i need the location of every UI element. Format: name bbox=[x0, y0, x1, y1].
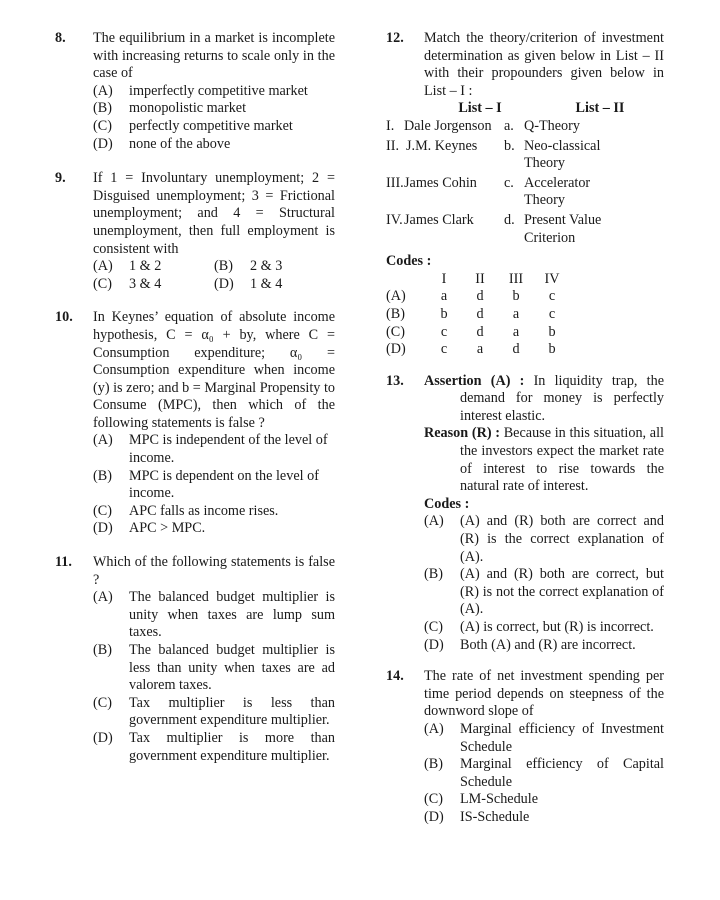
option-d[interactable] bbox=[424, 637, 664, 655]
option-a[interactable] bbox=[424, 721, 664, 756]
option-text: none of the above bbox=[129, 135, 231, 152]
assertion-label: Assertion (A) : bbox=[424, 372, 525, 389]
list-1-item: James Cohin bbox=[404, 174, 477, 191]
option-label: (B) bbox=[214, 258, 233, 275]
code-row-a[interactable] bbox=[386, 288, 570, 306]
question-number: 13. bbox=[386, 372, 404, 389]
list-2-item: Neo-classical Theory bbox=[524, 137, 601, 172]
question-10 bbox=[55, 309, 335, 538]
question-number: 14. bbox=[386, 668, 404, 685]
option-d[interactable] bbox=[424, 809, 664, 827]
question-number: 12. bbox=[386, 30, 404, 46]
code-header: II bbox=[475, 270, 485, 287]
option-label: (A) bbox=[424, 513, 444, 530]
list-2-letter: d. bbox=[504, 211, 515, 228]
code-cell: c bbox=[440, 323, 448, 340]
list-2-item: Accelerator Theory bbox=[524, 174, 591, 209]
option-label: (A) bbox=[93, 432, 113, 449]
option-c[interactable] bbox=[93, 276, 214, 294]
code-cell: b bbox=[512, 288, 520, 305]
option-text: The balanced budget multiplier is unity when taxes are lump sum taxes. bbox=[129, 589, 335, 641]
option-label: (D) bbox=[214, 275, 234, 292]
option-text: perfectly competitive market bbox=[129, 117, 293, 134]
code-cell: b bbox=[548, 341, 556, 358]
question-13 bbox=[386, 373, 664, 655]
options-row bbox=[93, 258, 335, 276]
code-header: III bbox=[508, 270, 524, 287]
code-label: (B) bbox=[386, 305, 405, 322]
match-rows bbox=[386, 118, 664, 359]
option-text: imperfectly competitive market bbox=[129, 82, 308, 99]
match-row bbox=[386, 212, 664, 247]
list-2-item: Present Value Criterion bbox=[524, 211, 602, 246]
option-d[interactable] bbox=[93, 520, 335, 538]
list-2-letter: a. bbox=[504, 117, 514, 134]
list-2-item: Q-Theory bbox=[524, 117, 580, 134]
reason-label: Reason (R) : bbox=[424, 425, 500, 442]
option-label: (C) bbox=[93, 117, 112, 134]
question-number: 10. bbox=[55, 309, 73, 326]
option-label: (B) bbox=[93, 467, 112, 484]
code-cell: c bbox=[548, 305, 556, 322]
option-text: APC > MPC. bbox=[129, 520, 206, 537]
option-text: Marginal efficiency of Investment Schedule bbox=[460, 720, 664, 755]
list-1-number: II. bbox=[386, 137, 399, 154]
option-d[interactable] bbox=[93, 730, 335, 765]
option-label: (B) bbox=[93, 100, 112, 117]
option-d[interactable] bbox=[93, 136, 335, 154]
question-8 bbox=[55, 30, 335, 153]
question-text: The equilibrium in a market is incomplete with increasing returns to scale only in the case of bbox=[93, 30, 335, 82]
option-label: (D) bbox=[93, 520, 113, 537]
option-c[interactable] bbox=[424, 619, 664, 637]
option-text: MPC is dependent on the level of income. bbox=[129, 467, 319, 502]
list-1-number: III. bbox=[386, 174, 404, 191]
question-11 bbox=[55, 554, 335, 765]
option-label: (A) bbox=[93, 82, 113, 99]
code-header: I bbox=[441, 270, 447, 287]
right-column bbox=[386, 30, 664, 827]
option-d[interactable] bbox=[214, 276, 335, 294]
option-a[interactable] bbox=[93, 432, 335, 467]
option-label: (A) bbox=[424, 720, 444, 737]
option-text: (A) and (R) both are correct, but (R) is not the correct explanation of (A). bbox=[460, 566, 664, 618]
list-2-header: List – II bbox=[575, 100, 625, 117]
list-1-item: James Clark bbox=[404, 211, 474, 228]
list-2-letter: c. bbox=[504, 174, 514, 191]
option-label: (D) bbox=[93, 729, 113, 746]
code-header: IV bbox=[544, 270, 560, 287]
question-number: 8. bbox=[55, 30, 66, 46]
question-text: In Keynes’ equation of absolute income hypothesis, C = α₀ + by, where C = Consumption expenditure; α₀ = Consumption expenditure when income (y) is zero; and b = Marginal Propensity to Consume (MPC), then which of the following statements is false ? bbox=[93, 309, 335, 431]
option-text: 2 & 3 bbox=[250, 258, 283, 275]
option-b[interactable] bbox=[424, 756, 664, 791]
option-label: (D) bbox=[93, 135, 113, 152]
reason-text: Because in this situation, all the investors expect the market rate of interest to rise towards the natural rate of interest. bbox=[460, 425, 664, 495]
code-cell: d bbox=[476, 323, 484, 340]
option-label: (A) bbox=[93, 589, 113, 606]
question-text: Match the theory/criterion of investment determination as given below in List – II with their propounders given below in List – I : bbox=[424, 30, 664, 99]
match-lists bbox=[424, 100, 664, 118]
code-cell: c bbox=[548, 288, 556, 305]
list-1-number: IV. bbox=[386, 211, 403, 228]
code-cell: d bbox=[476, 305, 484, 322]
option-b[interactable] bbox=[93, 100, 335, 118]
option-c[interactable] bbox=[93, 118, 335, 136]
option-label: (D) bbox=[424, 808, 444, 825]
code-cell: a bbox=[440, 288, 448, 305]
code-label: (C) bbox=[386, 323, 405, 340]
question-text: The rate of net investment spending per time period depends on steepness of the downword slope of bbox=[424, 668, 664, 720]
option-text: 1 & 2 bbox=[129, 258, 162, 275]
option-label: (C) bbox=[424, 619, 443, 635]
option-text: Tax multiplier is more than government expenditure multiplier. bbox=[129, 729, 335, 764]
option-label: (B) bbox=[424, 756, 443, 773]
code-cell: a bbox=[512, 323, 520, 340]
list-1-item: J.M. Keynes bbox=[406, 137, 478, 154]
question-text: If 1 = Involuntary unemployment; 2 = Disguised unemployment; 3 = Frictional unemployment; and 4 = Structural unemployment, then full employment is consistent with bbox=[93, 170, 335, 257]
code-row-d[interactable] bbox=[386, 341, 570, 359]
option-text: 1 & 4 bbox=[250, 275, 283, 292]
assertion bbox=[424, 373, 664, 426]
option-text: Tax multiplier is less than government expenditure multiplier. bbox=[129, 694, 335, 729]
match-row bbox=[386, 118, 664, 136]
option-b[interactable] bbox=[93, 468, 335, 503]
code-label: (A) bbox=[386, 288, 406, 305]
option-label: (B) bbox=[424, 566, 443, 583]
option-text: MPC is independent of the level of income. bbox=[129, 432, 328, 467]
code-cell: c bbox=[440, 341, 448, 358]
option-label: (A) bbox=[93, 258, 113, 275]
option-b[interactable] bbox=[214, 258, 335, 276]
option-label: (C) bbox=[93, 275, 112, 292]
codes-label: Codes : bbox=[424, 495, 470, 512]
question-12 bbox=[386, 30, 664, 359]
list-1-header: List – I bbox=[458, 100, 502, 117]
list-1-item: Dale Jorgenson bbox=[404, 117, 492, 134]
option-c[interactable] bbox=[93, 503, 335, 521]
match-row bbox=[386, 138, 664, 173]
option-text: LM-Schedule bbox=[460, 791, 539, 808]
option-text: Marginal efficiency of Capital Schedule bbox=[460, 756, 664, 790]
code-cell: b bbox=[548, 323, 556, 340]
options-row bbox=[93, 276, 335, 294]
code-cell: b bbox=[440, 305, 448, 322]
option-c[interactable] bbox=[93, 695, 335, 730]
option-text: APC falls as income rises. bbox=[129, 502, 279, 519]
option-b[interactable] bbox=[93, 642, 335, 695]
code-row-c[interactable] bbox=[386, 324, 570, 342]
option-text: Both (A) and (R) are incorrect. bbox=[460, 636, 636, 653]
option-text: The balanced budget multiplier is less than unity when taxes are ad valorem taxes. bbox=[129, 642, 335, 694]
codes-table bbox=[386, 271, 570, 359]
question-9 bbox=[55, 170, 335, 293]
left-column bbox=[55, 30, 335, 765]
option-text: (A) and (R) both are correct and (R) is the correct explanation of (A). bbox=[460, 513, 664, 565]
option-a[interactable] bbox=[424, 513, 664, 566]
code-cell: d bbox=[476, 288, 484, 305]
option-label: (C) bbox=[93, 694, 112, 711]
option-a[interactable] bbox=[93, 258, 214, 276]
code-cell: a bbox=[512, 305, 520, 322]
codes-label: Codes : bbox=[386, 253, 432, 270]
code-cell: d bbox=[512, 341, 520, 358]
option-text: (A) is correct, but (R) is incorrect. bbox=[460, 619, 654, 635]
question-number: 11. bbox=[55, 554, 72, 571]
option-text: monopolistic market bbox=[129, 100, 247, 117]
option-c[interactable] bbox=[424, 791, 664, 809]
option-b[interactable] bbox=[424, 566, 664, 619]
reason bbox=[424, 425, 664, 495]
option-label: (B) bbox=[93, 642, 112, 658]
option-text: IS-Schedule bbox=[460, 808, 530, 825]
list-1-number: I. bbox=[386, 117, 395, 134]
option-label: (C) bbox=[93, 502, 112, 519]
match-row bbox=[386, 175, 664, 210]
question-number: 9. bbox=[55, 170, 66, 187]
question-text: Which of the following statements is false ? bbox=[93, 554, 335, 588]
list-2-letter: b. bbox=[504, 137, 515, 154]
option-a[interactable] bbox=[93, 83, 335, 101]
option-text: 3 & 4 bbox=[129, 275, 162, 292]
code-row-b[interactable] bbox=[386, 306, 570, 324]
option-label: (C) bbox=[424, 791, 443, 808]
code-cell: a bbox=[476, 341, 484, 358]
assertion-text: In liquidity trap, the demand for money is perfectly interest elastic. bbox=[460, 372, 665, 424]
option-a[interactable] bbox=[93, 589, 335, 642]
option-label: (D) bbox=[424, 636, 444, 653]
question-14 bbox=[386, 668, 664, 826]
code-label: (D) bbox=[386, 341, 406, 358]
